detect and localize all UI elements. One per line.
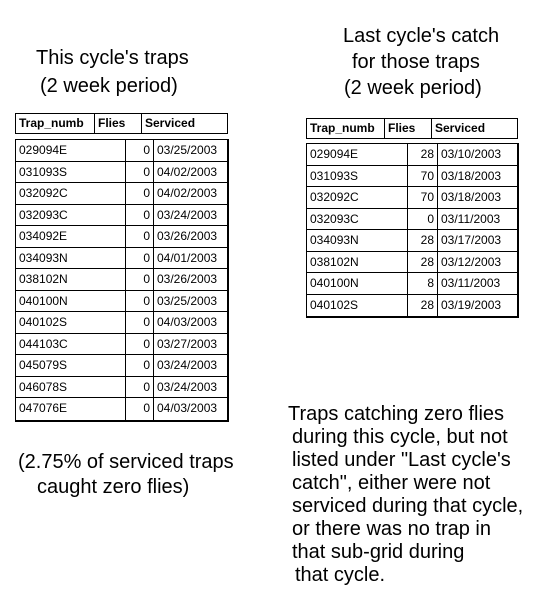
trap-number-cell: 034093N <box>310 233 359 247</box>
flies-cell: 0 <box>125 140 153 161</box>
flies-cell: 28 <box>407 252 437 273</box>
left-header-trap: Trap_numb <box>19 116 84 130</box>
flies-cell: 0 <box>125 162 153 183</box>
table-row <box>16 140 227 162</box>
right-table-header <box>306 118 518 139</box>
right-table <box>306 143 519 318</box>
serviced-cell: 03/26/2003 <box>153 269 225 290</box>
right-note-line: that cycle. <box>295 564 386 586</box>
serviced-cell: 03/25/2003 <box>153 140 225 161</box>
table-row <box>16 205 227 227</box>
serviced-cell: 03/24/2003 <box>153 377 225 398</box>
flies-cell: 0 <box>125 205 153 226</box>
flies-cell: 0 <box>125 398 153 420</box>
table-row <box>16 248 227 270</box>
left-note-line1: (2.75% of serviced traps <box>18 451 234 473</box>
left-note-line2: caught zero flies) <box>37 476 190 498</box>
table-row <box>16 269 227 291</box>
right-note-line: listed under "Last cycle's <box>292 449 511 471</box>
serviced-cell: 03/10/2003 <box>437 144 515 165</box>
flies-cell: 28 <box>407 230 437 251</box>
table-row <box>307 295 517 317</box>
right-header-serviced: Serviced <box>431 119 515 138</box>
left-title-line2: (2 week period) <box>40 75 178 97</box>
right-note-line: catch", either were not <box>292 472 491 494</box>
flies-cell: 0 <box>125 355 153 376</box>
table-row <box>16 183 227 205</box>
left-table-header <box>15 113 228 134</box>
flies-cell: 0 <box>125 291 153 312</box>
trap-number-cell: 032093C <box>310 211 359 226</box>
right-title-line1: Last cycle's catch <box>343 25 500 47</box>
table-row <box>307 252 517 274</box>
flies-cell: 0 <box>125 377 153 398</box>
serviced-cell: 03/19/2003 <box>437 295 515 317</box>
flies-cell: 0 <box>125 226 153 247</box>
trap-number-cell: 047076E <box>19 401 68 415</box>
trap-number-cell: 034092E <box>19 229 68 243</box>
left-table <box>15 139 229 422</box>
serviced-cell: 04/03/2003 <box>153 312 225 333</box>
serviced-cell: 03/11/2003 <box>437 209 515 230</box>
table-row <box>16 162 227 184</box>
serviced-cell: 03/26/2003 <box>153 226 225 247</box>
trap-number-cell: 040100N <box>310 276 359 290</box>
trap-number-cell: 032092C <box>19 186 68 200</box>
serviced-cell: 04/01/2003 <box>153 248 225 269</box>
right-note <box>288 403 523 587</box>
table-row <box>16 334 227 356</box>
table-row <box>16 312 227 334</box>
flies-cell: 0 <box>407 209 437 230</box>
table-row <box>307 209 517 231</box>
right-note-line: serviced during that cycle, <box>292 495 524 517</box>
serviced-cell: 03/25/2003 <box>153 291 225 312</box>
trap-number-cell: 031093S <box>310 168 359 183</box>
left-title-line1: This cycle's traps <box>36 47 189 69</box>
table-row <box>307 144 517 166</box>
flies-cell: 28 <box>407 295 437 317</box>
trap-number-cell: 032093C <box>19 207 68 222</box>
table-row <box>307 273 517 295</box>
serviced-cell: 03/17/2003 <box>437 230 515 251</box>
trap-number-cell: 029094E <box>310 147 359 161</box>
serviced-cell: 03/18/2003 <box>437 187 515 208</box>
right-header-trap: Trap_numb <box>310 121 375 135</box>
serviced-cell: 03/24/2003 <box>153 205 225 226</box>
trap-number-cell: 032092C <box>310 190 359 204</box>
serviced-cell: 04/02/2003 <box>153 162 225 183</box>
serviced-cell: 03/27/2003 <box>153 334 225 355</box>
serviced-cell: 03/11/2003 <box>437 273 515 294</box>
trap-number-cell: 029094E <box>19 143 68 157</box>
table-row <box>16 355 227 377</box>
flies-cell: 0 <box>125 183 153 204</box>
table-row <box>307 166 517 188</box>
right-note-line: Traps catching zero flies <box>288 403 505 425</box>
table-row <box>307 230 517 252</box>
left-header-serviced: Serviced <box>141 114 225 133</box>
table-row <box>16 377 227 399</box>
trap-number-cell: 038102N <box>19 272 68 286</box>
right-note-line: or there was no trap in <box>292 518 491 540</box>
serviced-cell: 03/12/2003 <box>437 252 515 273</box>
table-row <box>16 398 227 420</box>
table-row <box>307 187 517 209</box>
flies-cell: 70 <box>407 166 437 187</box>
trap-number-cell: 040100N <box>19 293 68 308</box>
flies-cell: 0 <box>125 334 153 355</box>
trap-number-cell: 045079S <box>19 358 68 372</box>
flies-cell: 28 <box>407 144 437 165</box>
flies-cell: 0 <box>125 269 153 290</box>
flies-cell: 70 <box>407 187 437 208</box>
right-title-line3: (2 week period) <box>344 77 482 99</box>
right-note-line: during this cycle, but not <box>292 426 508 448</box>
flies-cell: 0 <box>125 248 153 269</box>
left-header-flies: Flies <box>94 114 141 133</box>
trap-number-cell: 040102S <box>19 315 68 329</box>
trap-number-cell: 044103C <box>19 336 68 351</box>
right-title-line2: for those traps <box>352 51 480 73</box>
serviced-cell: 04/02/2003 <box>153 183 225 204</box>
trap-number-cell: 038102N <box>310 254 359 269</box>
right-header-flies: Flies <box>384 119 431 138</box>
trap-number-cell: 040102S <box>310 297 359 312</box>
trap-number-cell: 046078S <box>19 379 68 394</box>
trap-number-cell: 034093N <box>19 250 68 265</box>
flies-cell: 0 <box>125 312 153 333</box>
trap-number-cell: 031093S <box>19 164 68 179</box>
right-note-line: that sub-grid during <box>292 541 465 563</box>
serviced-cell: 03/24/2003 <box>153 355 225 376</box>
serviced-cell: 03/18/2003 <box>437 166 515 187</box>
table-row <box>16 291 227 313</box>
table-row <box>16 226 227 248</box>
flies-cell: 8 <box>407 273 437 294</box>
serviced-cell: 04/03/2003 <box>153 398 225 420</box>
